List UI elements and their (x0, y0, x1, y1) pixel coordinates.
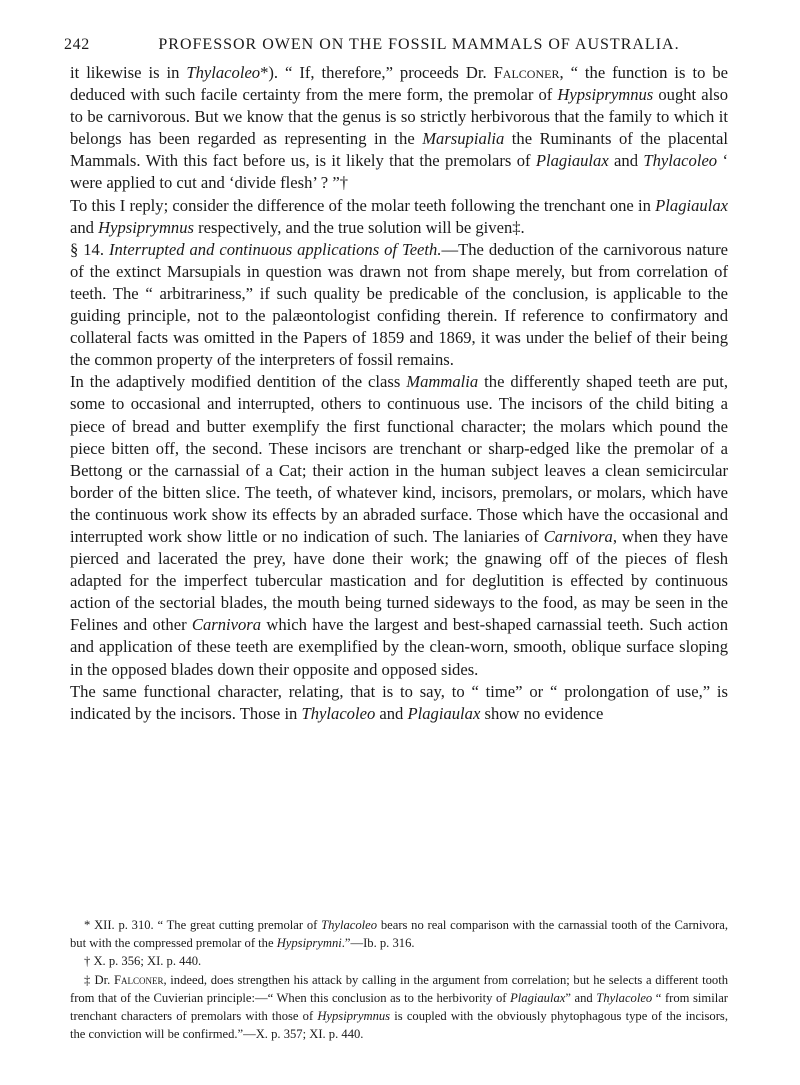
running-head (64, 36, 728, 58)
footnotes (70, 916, 728, 1043)
paragraph-1: it likewise is in Thylacoleo*). “ If, therefore,” proceeds Dr. Falconer, “ the function is to be deduced with such facile certainty from the mere form, the premolar of Hypsiprymnus ought also to be carnivorous. But we know that the genus is so strictly herbivorous that the family to which it belongs has been regarded as representing in the Marsupialia the Ruminants of the placental Mammals. With this fact before us, is it likely that the premolars of Plagiaulax and Thylacoleo ‘ were applied to cut and ‘divide flesh’ ? ”† (70, 63, 728, 193)
paragraph-3-section-14: § 14. Interrupted and continuous applications of Teeth.—The deduction of the carnivorous nature of the extinct Marsupials in question was drawn not from shape merely, but from correlation of teeth. The “ arbitrariness,” if such quality be predicable of the conclusion, is applicable to the guiding principle, not to the palæontologist confiding therein. If reference to confirmatory and collateral facts was omitted in the Papers of 1859 and 1869, it was under the belief of their being the common property of the interpreters of fossil remains. (70, 239, 728, 370)
page-number: 242 (64, 36, 90, 53)
body-text (70, 62, 728, 725)
book-page (64, 0, 729, 1085)
paragraph-5: The same functional character, relating, that is to say, to “ time” or “ prolongation of use,” is indicated by the incisors. Those in Thylacoleo and Plagiaulax show no evidence (70, 681, 728, 723)
running-title: PROFESSOR OWEN ON THE FOSSIL MAMMALS OF AUSTRALIA. (158, 36, 680, 53)
footnote-asterisk: * XII. p. 310. “ The great cutting premolar of Thylacoleo bears no real comparison with the carnassial tooth of the Carnivora, but with the compressed premolar of the Hypsiprymni.”—Ib. p. 316. (70, 918, 728, 951)
footnote-dagger: † X. p. 356; XI. p. 440. (84, 954, 202, 969)
section-heading: Interrupted and continuous applications of Teeth. (108, 239, 442, 259)
paragraph-2: To this I reply; consider the difference of the molar teeth following the trenchant one in Plagiaulax and Hypsiprymnus respectively, and the true solution will be given‡. (70, 195, 728, 237)
paragraph-4: In the adaptively modified dentition of the class Mammalia the differently shaped teeth are put, some to occasional and interrupted, others to continuous use. The incisors of the child biting a piece of bread and butter exemplify the first functional character; the molars which pound the piece bitten off, the second. These incisors are trenchant or sharp-edged like the premolar of a Bettong or the carnassial of a Cat; their action in the human subject leaves a clean semicircular border of the bitten slice. The teeth, of whatever kind, incisors, premolars, or molars, which have the continuous work show its effects by an abraded surface. Those which have the occasional and interrupted work show little or no indication of such. The laniaries of Carnivora, when they have pierced and lacerated the prey, have done their work; the gnawing off of the pieces of flesh adapted for the imperfect tubercular mastication and for deglutition is effected by continuous action of the sectorial blades, the mouth being turned sideways to the food, as may be seen in the Felines and other Carnivora which have the largest and best-shaped carnassial teeth. Such action and application of these teeth are exemplified by the clean-worn, smooth, oblique surface sloping in the opposed blades down their opposite and opposed sides. (70, 372, 729, 679)
footnote-double-dagger: ‡ Dr. Falconer, indeed, does strengthen his attack by calling in the argument from correlation; but he selects a different tooth from that of the Cuvierian principle:—“ When this conclusion as to the herbivority of Plagiaulax” and Thylacoleo “ from similar trenchant characters of premolars with those of Hypsiprymnus is coupled with the obviously phytophagous type of the incisors, the conviction will be confirmed.”—X. p. 357; XI. p. 440. (70, 972, 728, 1042)
